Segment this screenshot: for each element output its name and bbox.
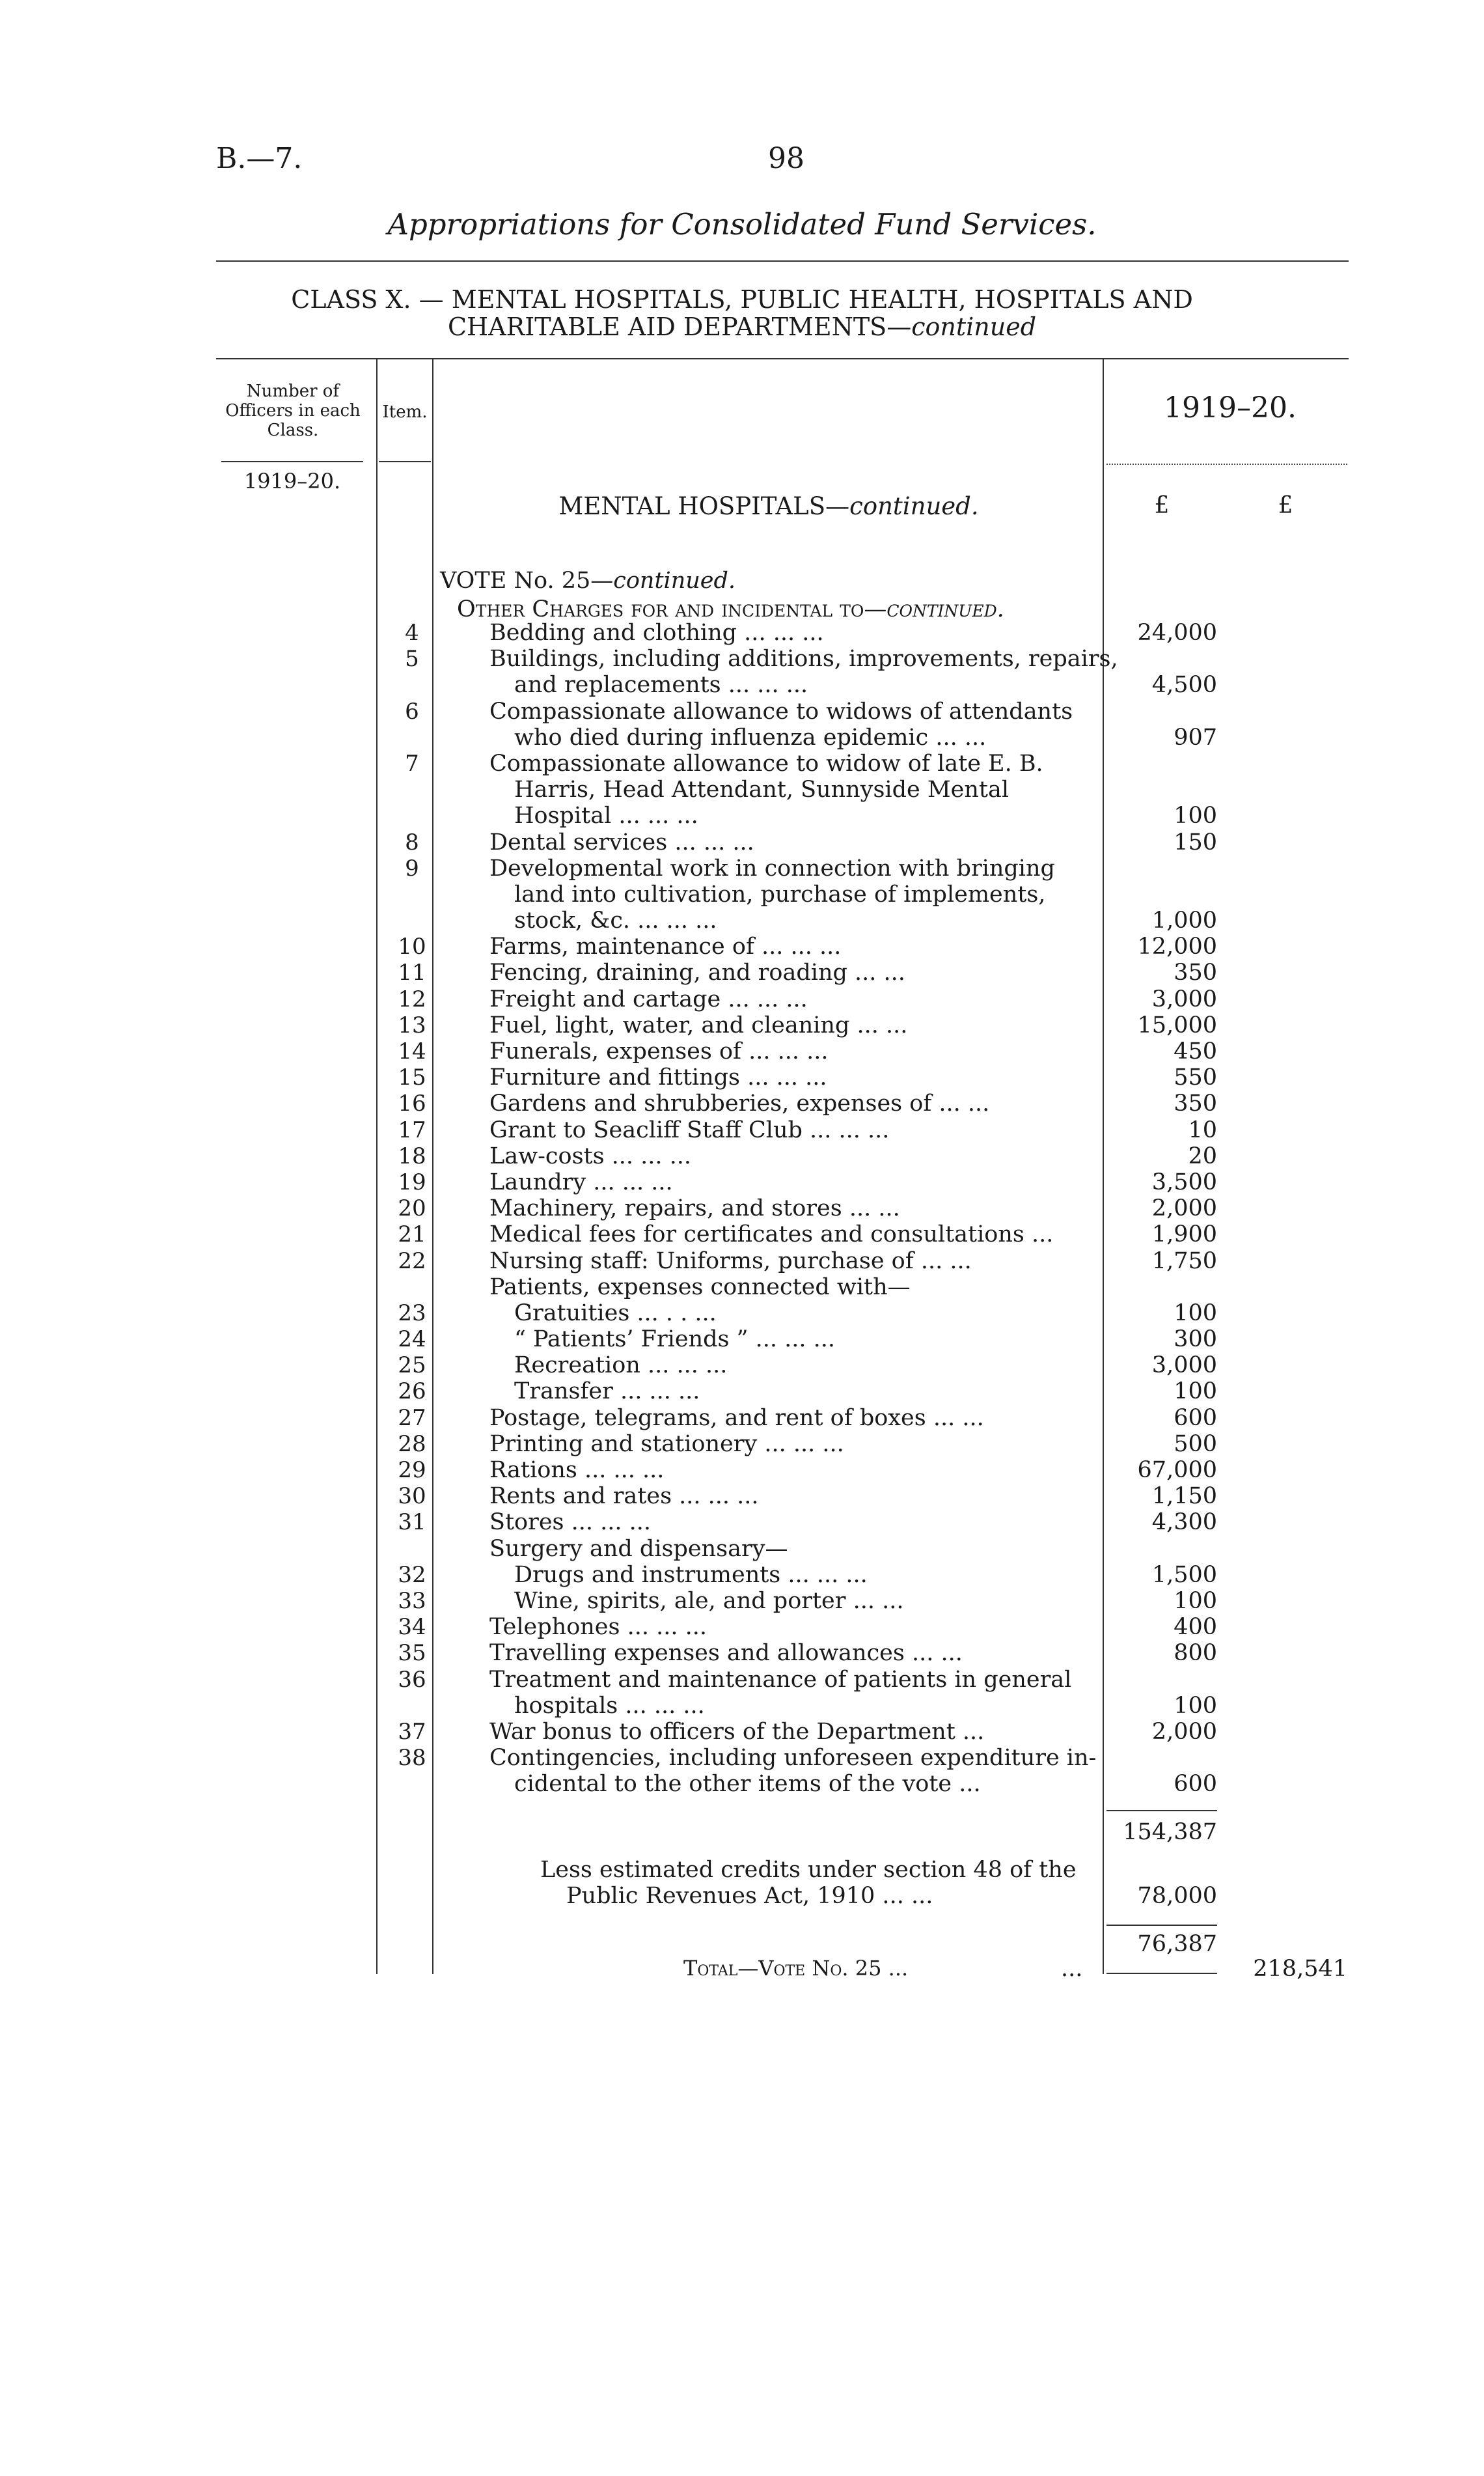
item-description-text: Buildings, including additions, improvements, repairs, <box>489 646 1118 673</box>
items-list <box>384 620 1230 1797</box>
item-number: 9 <box>405 855 419 882</box>
item-description-text: Harris, Head Attendant, Sunnyside Mental <box>514 777 1010 803</box>
vote-subtitle-text: Other Charges for and incidental to— <box>457 596 887 622</box>
item-number: 38 <box>398 1745 426 1772</box>
item-number: 20 <box>398 1195 426 1222</box>
item-amount: 1,900 <box>1151 1221 1217 1248</box>
item-description-text: Compassionate allowance to widows of attendants <box>489 698 1073 725</box>
item-number: 14 <box>398 1038 426 1064</box>
item-description-line <box>384 1405 1230 1431</box>
table-row <box>384 1169 1230 1195</box>
item-amount: 2,000 <box>1151 1718 1217 1745</box>
item-description-text: and replacements ... ... ... <box>514 672 808 699</box>
table-row <box>384 1248 1230 1274</box>
item-amount: 400 <box>1174 1614 1217 1641</box>
subtotal-rule <box>1106 1810 1217 1811</box>
subtotal-amount: 154,387 <box>1123 1819 1217 1845</box>
total-rule <box>1106 1973 1217 1974</box>
item-number: 17 <box>398 1117 426 1143</box>
item-description-line <box>384 882 1230 908</box>
item-description-line <box>384 1509 1230 1535</box>
table-row <box>384 751 1230 829</box>
officers-column-heading: Number of Officers in each Class. <box>225 382 361 440</box>
table-row <box>384 1640 1230 1666</box>
table-row <box>384 1483 1230 1509</box>
item-description-line <box>384 1300 1230 1326</box>
item-description-line <box>384 1012 1230 1038</box>
item-amount: 100 <box>1174 1692 1217 1719</box>
item-description-text: Law-costs ... ... ... <box>489 1143 692 1169</box>
item-description-text: stock, &c. ... ... ... <box>514 908 717 934</box>
item-description-line <box>384 1117 1230 1143</box>
item-description-text: Postage, telegrams, and rent of boxes ... ... <box>489 1404 984 1431</box>
item-amount: 100 <box>1174 1378 1217 1405</box>
officers-year-label: 1919–20. <box>243 469 341 494</box>
vote-title-continued: continued. <box>613 568 736 594</box>
item-amount: 550 <box>1174 1064 1217 1091</box>
item-description-line <box>384 908 1230 934</box>
item-number: 18 <box>398 1143 426 1169</box>
class-heading-continued: continued <box>911 313 1037 341</box>
item-number: 16 <box>398 1091 426 1117</box>
item-description-text: Furniture and fittings ... ... ... <box>489 1064 827 1091</box>
item-description-line <box>384 1169 1230 1195</box>
item-amount: 10 <box>1188 1117 1217 1143</box>
item-description-text: Funerals, expenses of ... ... ... <box>489 1038 829 1064</box>
item-description-line <box>384 672 1230 698</box>
item-description-line <box>384 1614 1230 1640</box>
table-row <box>384 829 1230 855</box>
credits-line1: Less estimated credits under section 48 of the <box>540 1857 1077 1883</box>
item-amount: 1,000 <box>1151 908 1217 934</box>
item-number: 5 <box>405 646 419 673</box>
table-row <box>384 986 1230 1012</box>
table-row <box>384 1117 1230 1143</box>
page-number: 98 <box>768 142 804 175</box>
item-description-line <box>384 725 1230 751</box>
officers-head-rule <box>221 461 363 462</box>
item-number: 30 <box>398 1483 426 1510</box>
item-description-text: hospitals ... ... ... <box>514 1692 705 1719</box>
table-row <box>384 1195 1230 1221</box>
table-row <box>384 960 1230 986</box>
item-number: 35 <box>398 1640 426 1667</box>
item-description-line <box>384 1536 1230 1562</box>
pound-sign-item-column: £ <box>1154 492 1170 519</box>
item-amount: 1,500 <box>1151 1561 1217 1588</box>
item-description-text: Medical fees for certificates and consultations ... <box>489 1221 1054 1248</box>
item-number: 26 <box>398 1378 426 1405</box>
table-row <box>384 699 1230 751</box>
table-row <box>384 1274 1230 1300</box>
section-title-continued: continued. <box>849 492 979 520</box>
item-description-text: Grant to Seacliff Staff Club ... ... ... <box>489 1117 890 1143</box>
table-row <box>384 1378 1230 1404</box>
item-description-line <box>384 1248 1230 1274</box>
item-head-rule <box>379 461 431 462</box>
table-row <box>384 1091 1230 1117</box>
item-amount: 100 <box>1174 803 1217 829</box>
item-amount: 450 <box>1174 1038 1217 1064</box>
table-row <box>384 1352 1230 1378</box>
table-row <box>384 1509 1230 1535</box>
item-number: 7 <box>405 750 419 777</box>
item-amount: 4,300 <box>1151 1509 1217 1536</box>
item-number: 24 <box>398 1326 426 1353</box>
item-description-text: Compassionate allowance to widow of late E. B. <box>489 750 1043 777</box>
year-column-heading: 1919–20. <box>1164 391 1297 424</box>
item-description-line <box>384 620 1230 646</box>
item-amount: 100 <box>1174 1587 1217 1614</box>
item-amount: 3,000 <box>1151 986 1217 1012</box>
item-number: 34 <box>398 1614 426 1641</box>
item-amount: 67,000 <box>1137 1457 1217 1483</box>
title-rule <box>216 260 1349 262</box>
table-row <box>384 1221 1230 1247</box>
item-description-text: Gardens and shrubberies, expenses of ... ... <box>489 1091 990 1117</box>
item-number: 23 <box>398 1300 426 1326</box>
table-row <box>384 934 1230 960</box>
table-top-rule <box>216 358 1349 359</box>
item-amount: 600 <box>1174 1771 1217 1798</box>
table-row <box>384 1143 1230 1169</box>
item-number: 28 <box>398 1430 426 1457</box>
net-amount: 76,387 <box>1137 1931 1217 1957</box>
item-description-text: Bedding and clothing ... ... ... <box>489 620 824 646</box>
item-description-line <box>384 777 1230 803</box>
item-number: 6 <box>405 698 419 725</box>
item-number: 12 <box>398 986 426 1012</box>
item-description-line <box>384 960 1230 986</box>
section-title <box>440 492 1097 520</box>
item-description-text: Wine, spirits, ale, and porter ... ... <box>514 1587 904 1614</box>
table-row <box>384 1300 1230 1326</box>
item-description-text: Surgery and dispensary— <box>489 1535 788 1562</box>
item-description-text: Stores ... ... ... <box>489 1509 652 1536</box>
item-amount: 4,500 <box>1151 672 1217 699</box>
item-description-line <box>384 1274 1230 1300</box>
table-row <box>384 1719 1230 1745</box>
item-amount: 1,750 <box>1151 1247 1217 1274</box>
total-label: Total—Vote No. 25 ... <box>683 1956 909 1981</box>
item-description-text: who died during influenza epidemic ... ... <box>514 724 987 751</box>
item-description-line <box>384 1038 1230 1064</box>
item-description-text: cidental to the other items of the vote ... <box>514 1771 981 1798</box>
item-description-text: Laundry ... ... ... <box>489 1169 673 1195</box>
table-row <box>384 1038 1230 1064</box>
net-rule <box>1106 1925 1217 1926</box>
item-number: 10 <box>398 934 426 960</box>
item-description-line <box>384 829 1230 855</box>
item-number: 31 <box>398 1509 426 1536</box>
vote-subtitle <box>457 596 1004 622</box>
item-description-text: Travelling expenses and allowances ... ... <box>489 1640 963 1667</box>
table-row <box>384 1457 1230 1483</box>
item-description-text: Rents and rates ... ... ... <box>489 1483 759 1510</box>
table-row <box>384 646 1230 698</box>
item-description-text: Treatment and maintenance of patients in general <box>489 1666 1072 1693</box>
item-number: 25 <box>398 1352 426 1379</box>
class-heading-line2-text: CHARITABLE AID DEPARTMENTS— <box>447 313 912 341</box>
item-number: 19 <box>398 1169 426 1195</box>
table-row <box>384 1536 1230 1562</box>
item-number: 37 <box>398 1718 426 1745</box>
item-description-line <box>384 1221 1230 1247</box>
item-amount: 3,500 <box>1151 1169 1217 1195</box>
item-description-line <box>384 1771 1230 1797</box>
item-description-line <box>384 1457 1230 1483</box>
item-description-text: Gratuities ... . . ... <box>514 1300 717 1326</box>
item-description-text: Freight and cartage ... ... ... <box>489 986 808 1012</box>
item-description-line <box>384 1640 1230 1666</box>
item-amount: 12,000 <box>1137 934 1217 960</box>
item-description-line <box>384 855 1230 882</box>
item-amount: 24,000 <box>1137 620 1217 646</box>
item-description-text: Developmental work in connection with bringing <box>489 855 1055 882</box>
item-description-text: Recreation ... ... ... <box>514 1352 728 1379</box>
item-amount: 907 <box>1174 724 1217 751</box>
document-reference: B.—7. <box>216 142 303 175</box>
year-head-dotted-rule <box>1106 464 1347 465</box>
item-amount: 1,150 <box>1151 1483 1217 1510</box>
item-description-line <box>384 1378 1230 1404</box>
item-description-line <box>384 1693 1230 1719</box>
item-amount: 100 <box>1174 1300 1217 1326</box>
item-number: 21 <box>398 1221 426 1248</box>
item-description-text: Rations ... ... ... <box>489 1457 665 1483</box>
item-description-line <box>384 1719 1230 1745</box>
vote-title <box>440 568 735 594</box>
item-description-text: Fencing, draining, and roading ... ... <box>489 960 905 986</box>
item-description-line <box>384 1667 1230 1693</box>
vote-title-text: VOTE No. 25— <box>440 568 614 594</box>
table-row <box>384 1431 1230 1457</box>
item-number: 29 <box>398 1457 426 1483</box>
vote-subtitle-continued: continued. <box>886 596 1004 622</box>
item-amount: 350 <box>1174 960 1217 986</box>
item-description-line <box>384 1091 1230 1117</box>
item-number: 13 <box>398 1012 426 1038</box>
item-description-text: War bonus to officers of the Department ... <box>489 1718 985 1745</box>
item-amount: 150 <box>1174 829 1217 855</box>
item-description-line <box>384 751 1230 777</box>
table-row <box>384 855 1230 934</box>
item-number: 36 <box>398 1666 426 1693</box>
item-amount: 15,000 <box>1137 1012 1217 1038</box>
item-description-line <box>384 803 1230 829</box>
item-number: 22 <box>398 1247 426 1274</box>
item-description-text: Printing and stationery ... ... ... <box>489 1430 844 1457</box>
table-row <box>384 620 1230 646</box>
table-row <box>384 1745 1230 1797</box>
item-description-line <box>384 934 1230 960</box>
item-number: 11 <box>398 960 426 986</box>
item-description-line <box>384 1483 1230 1509</box>
table-row <box>384 1614 1230 1640</box>
item-amount: 800 <box>1174 1640 1217 1667</box>
item-number: 8 <box>405 829 419 855</box>
pound-sign-total-column: £ <box>1278 492 1293 519</box>
item-description-text: Patients, expenses connected with— <box>489 1273 911 1300</box>
item-amount: 2,000 <box>1151 1195 1217 1222</box>
item-number: 15 <box>398 1064 426 1091</box>
table-row <box>384 1588 1230 1614</box>
item-description-text: Dental services ... ... ... <box>489 829 754 855</box>
item-amount: 500 <box>1174 1430 1217 1457</box>
table-row <box>384 1667 1230 1719</box>
item-description-text: Transfer ... ... ... <box>514 1378 700 1405</box>
table-row <box>384 1405 1230 1431</box>
item-description-line <box>384 1588 1230 1614</box>
item-amount: 20 <box>1188 1143 1217 1169</box>
item-column-heading: Item. <box>382 402 428 422</box>
item-number: 4 <box>405 620 419 646</box>
credits-line2: Public Revenues Act, 1910 ... ... <box>566 1883 933 1909</box>
item-description-line <box>384 646 1230 672</box>
table-row <box>384 1064 1230 1091</box>
class-heading-line2 <box>0 313 1484 341</box>
item-description-text: Hospital ... ... ... <box>514 803 698 829</box>
item-description-line <box>384 1195 1230 1221</box>
item-number: 27 <box>398 1404 426 1431</box>
item-description-line <box>384 1352 1230 1378</box>
credits-amount: 78,000 <box>1137 1883 1217 1909</box>
item-description-line <box>384 1431 1230 1457</box>
item-description-text: Machinery, repairs, and stores ... ... <box>489 1195 900 1222</box>
section-title-text: MENTAL HOSPITALS— <box>558 492 850 520</box>
item-description-line <box>384 1562 1230 1588</box>
officers-column-divider <box>376 359 378 1974</box>
page-title: Appropriations for Consolidated Fund Services. <box>387 207 1097 242</box>
item-description-text: Telephones ... ... ... <box>489 1614 707 1641</box>
item-number: 32 <box>398 1561 426 1588</box>
item-amount: 300 <box>1174 1326 1217 1353</box>
item-description-text: “ Patients’ Friends ” ... ... ... <box>514 1326 836 1353</box>
class-heading-line1: CLASS X. — MENTAL HOSPITALS, PUBLIC HEALTH, HOSPITALS AND <box>291 285 1193 314</box>
item-amount: 3,000 <box>1151 1352 1217 1379</box>
item-description-text: Farms, maintenance of ... ... ... <box>489 934 842 960</box>
item-description-text: Contingencies, including unforeseen expenditure in- <box>489 1745 1097 1772</box>
item-description-line <box>384 986 1230 1012</box>
table-row <box>384 1326 1230 1352</box>
item-description-text: land into cultivation, purchase of implements, <box>514 881 1046 908</box>
item-number: 33 <box>398 1587 426 1614</box>
total-amount: 218,541 <box>1253 1956 1347 1982</box>
table-row <box>384 1012 1230 1038</box>
item-description-line <box>384 1064 1230 1091</box>
total-leader-dots: ... <box>1061 1956 1083 1982</box>
item-description-line <box>384 1745 1230 1771</box>
item-amount: 350 <box>1174 1091 1217 1117</box>
item-description-line <box>384 1143 1230 1169</box>
item-description-line <box>384 1326 1230 1352</box>
item-description-text: Nursing staff: Uniforms, purchase of ... ... <box>489 1247 972 1274</box>
item-description-text: Fuel, light, water, and cleaning ... ... <box>489 1012 908 1038</box>
item-description-line <box>384 699 1230 725</box>
item-amount: 600 <box>1174 1404 1217 1431</box>
item-description-text: Drugs and instruments ... ... ... <box>514 1561 868 1588</box>
table-row <box>384 1562 1230 1588</box>
